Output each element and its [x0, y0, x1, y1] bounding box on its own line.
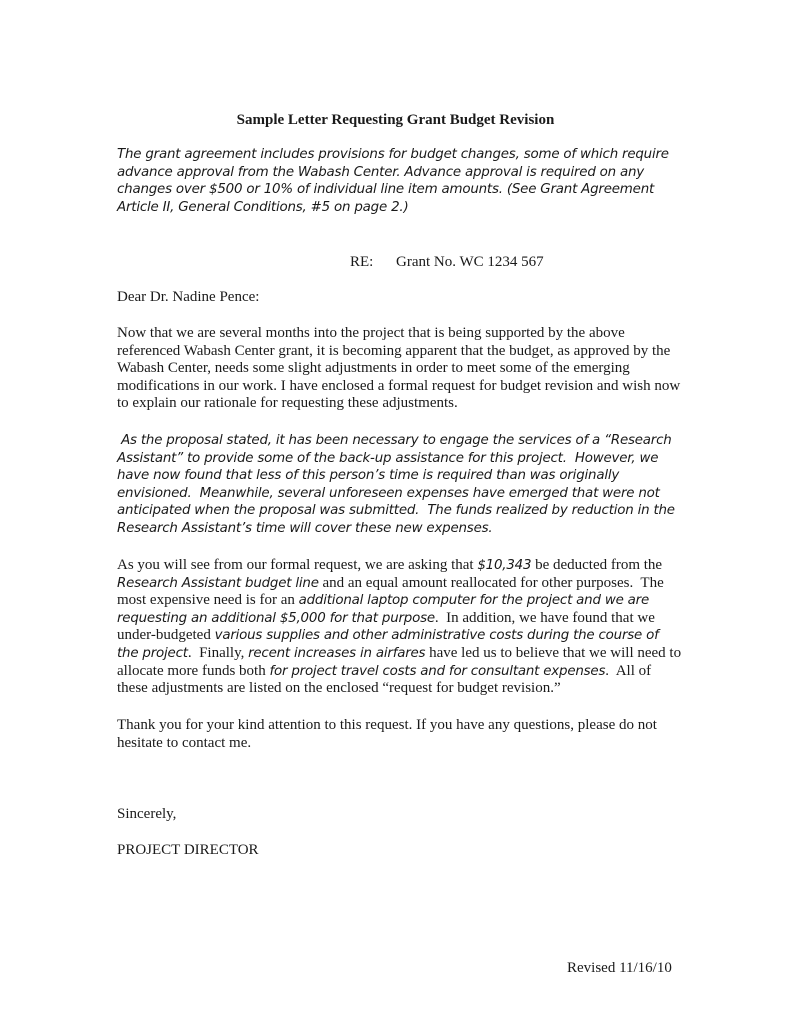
revision-date: Revised 11/16/10	[567, 960, 672, 976]
paragraph-3	[117, 557, 685, 698]
grant-number: Grant No. WC 1234 567	[396, 254, 544, 270]
budget-line-emphasis: Research Assistant budget line	[117, 575, 319, 591]
paragraph-2: As the proposal stated, it has been necessary to engage the services of a “Research Assistant” to provide some of the back-up assistance for this project. However, we have now found that less of this person’s time is required than was originally envisioned. Meanwhile, several unforeseen expenses have emerged that were not anticipated when the proposal was submitted. The funds realized by reduction in the Research Assistant’s time will cover these new expenses.	[117, 433, 679, 536]
laptop-emphasis: additional laptop computer for the project and we are requesting an additional $5,000 for that purpose	[117, 593, 654, 626]
p3-text-2: be deducted from the	[531, 557, 666, 573]
closing: Sincerely,	[117, 806, 177, 822]
signer: PROJECT DIRECTOR	[117, 842, 259, 858]
p3-text-4: . In addition, we have found that we under-budgeted	[117, 609, 659, 644]
p3-text-3: and an equal amount reallocated for other purposes. The most expensive need is for an	[117, 574, 668, 609]
p3-text-6: have led us to believe that we will need to allocate more funds both	[117, 644, 685, 679]
reference-line	[350, 254, 544, 272]
paragraph-1: Now that we are several months into the project that is being supported by the above referenced Wabash Center grant, it is becoming apparent that the budget, as approved by the Wabash Center, needs some slight adjustments in order to meet some of the emerging modifications in our work. I have enclosed a formal request for budget revision and wish now to explain our rationale for requesting these adjustments.	[117, 325, 681, 412]
airfares-emphasis: recent increases in airfares	[248, 645, 426, 661]
paragraph-4: Thank you for your kind attention to this request. If you have any questions, please do not hesitate to contact me.	[117, 717, 657, 751]
p3-text-5: . Finally,	[187, 644, 249, 661]
p3-text-7: . All of these adjustments are listed on the enclosed “request for budget revision.”	[117, 662, 655, 697]
p3-text-1: As you will see from our formal request, we are asking that	[117, 557, 478, 573]
intro-note: The grant agreement includes provisions for budget changes, some of which require advance approval from the Wabash Center. Advance approval is required on any changes over $500 or 10% of individual line item amounts. (See Grant Agreement Article II, General Conditions, #5 on page 2.)	[117, 147, 669, 215]
document-title: Sample Letter Requesting Grant Budget Revision	[236, 112, 555, 128]
supplies-emphasis: various supplies and other administrative costs during the course of the project	[117, 628, 663, 661]
amount-emphasis: $10,343	[477, 558, 532, 573]
travel-emphasis: for project travel costs and for consultant expenses	[269, 663, 606, 679]
re-label: RE:	[350, 254, 374, 270]
salutation: Dear Dr. Nadine Pence:	[117, 289, 260, 305]
